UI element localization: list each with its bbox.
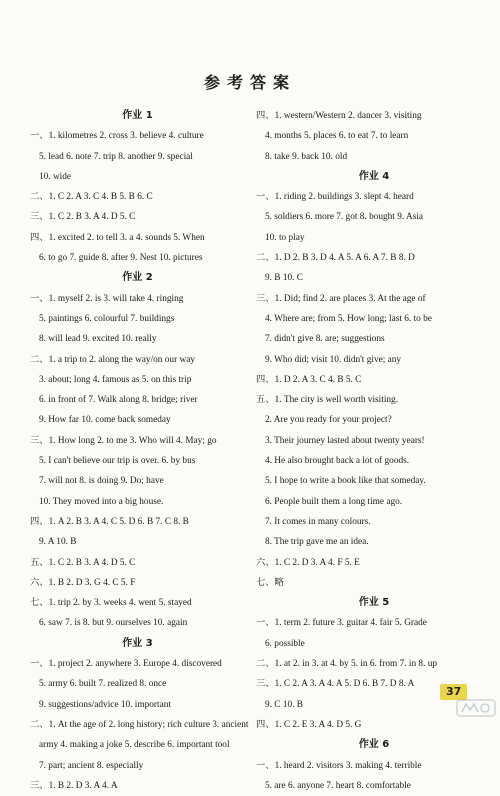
answer-line: 9. Who did; visit 10. didn't give; any — [265, 354, 402, 365]
answer-line: 6. in front of 7. Walk along 8. bridge; river — [39, 395, 198, 406]
answer-line: 三、1. How long 2. to me 3. Who will 4. May; go — [30, 435, 217, 446]
answer-line: 二、1. C 2. A 3. C 4. B 5. B 6. C — [30, 192, 153, 203]
answer-line: 四、1. C 2. E 3. A 4. D 5. G — [256, 719, 362, 730]
answer-line: 3. about; long 4. famous as 5. on this trip — [39, 374, 192, 385]
answer-line: 三、1. B 2. D 3. A 4. A — [30, 780, 118, 791]
answer-line: 9. B 10. C — [265, 273, 303, 284]
watermark-logo-icon — [456, 697, 496, 719]
answer-line: 4. Where are; from 5. How long; last 6. to be — [265, 313, 432, 324]
answer-line: 5. are 6. anyone 7. heart 8. comfortable — [265, 780, 411, 791]
answer-line: 一、1. term 2. future 3. guitar 4. fair 5. Grade — [256, 618, 427, 629]
answer-line: 8. will lead 9. excited 10. really — [39, 334, 157, 345]
answer-line: 2. Are you ready for your project? — [265, 415, 392, 426]
answer-line: 6. People built them a long time ago. — [265, 496, 403, 507]
answer-line: 8. take 9. back 10. old — [265, 151, 348, 162]
answer-line: 三、1. Did; find 2. are places 3. At the age of — [256, 293, 426, 304]
answer-line: 4. He also brought back a lot of goods. — [265, 456, 410, 467]
answer-line: 五、1. C 2. B 3. A 4. D 5. C — [30, 557, 136, 568]
section-heading: 作业 4 — [358, 170, 390, 182]
answer-line: 一、1. myself 2. is 3. will take 4. ringing — [30, 293, 184, 304]
answer-line: 5. army 6. built 7. realized 8. once — [39, 679, 167, 690]
section-heading: 作业 5 — [358, 597, 390, 609]
answer-line: 7. will not 8. is doing 9. Do; have — [39, 476, 164, 487]
answer-line: 6. saw 7. is 8. but 9. ourselves 10. again — [39, 618, 188, 629]
answer-line: 5. I hope to write a book like that someday. — [265, 476, 426, 487]
answer-line: 8. The trip gave me an idea. — [265, 537, 369, 548]
answer-line: 7. It comes in many colours. — [265, 516, 371, 527]
answer-line: 5. I can't believe our trip is over. 6. by bus — [39, 456, 196, 467]
answer-line: 三、1. C 2. A 3. A 4. A 5. D 6. B 7. D 8. A — [256, 679, 415, 690]
answer-line: 9. C 10. B — [265, 699, 303, 710]
page-title: 参考答案 — [203, 73, 296, 92]
answer-line: 4. months 5. places 6. to eat 7. to learn — [265, 131, 409, 142]
section-heading: 作业 2 — [122, 272, 153, 284]
answer-line: 六、1. C 2. D 3. A 4. F 5. E — [256, 557, 360, 568]
answer-line: 七、1. trip 2. by 3. weeks 4. went 5. stayed — [30, 598, 192, 609]
answer-line: 四、1. excited 2. to tell 3. a 4. sounds 5. When — [30, 232, 205, 243]
section-heading: 作业 3 — [122, 637, 153, 649]
answer-line: 5. paintings 6. colourful 7. buildings — [39, 313, 175, 324]
answer-line: 6. to go 7. guide 8. after 9. Nest 10. pictures — [39, 253, 203, 264]
answer-line: 四、1. D 2. A 3. C 4. B 5. C — [256, 374, 362, 385]
answer-line: 四、1. A 2. B 3. A 4. C 5. D 6. B 7. C 8. B — [30, 516, 189, 527]
answer-line: 10. to play — [265, 232, 305, 243]
answer-line: 二、1. at 2. in 3. at 4. by 5. in 6. from 7. in 8. up — [256, 659, 438, 670]
answer-line: 10. wide — [39, 171, 72, 182]
answer-line: army 4. making a joke 5. describe 6. important tool — [39, 740, 230, 751]
answer-line: 五、1. The city is well worth visiting. — [256, 395, 399, 406]
answer-line: 3. Their journey lasted about twenty years! — [265, 435, 425, 446]
left-column — [30, 106, 249, 796]
answer-line: 六、1. B 2. D 3. G 4. C 5. F — [30, 577, 136, 588]
answer-line: 三、1. C 2. B 3. A 4. D 5. C — [30, 212, 136, 223]
answer-line: 二、1. D 2. B 3. D 4. A 5. A 6. A 7. B 8. D — [256, 253, 415, 264]
answer-line: 一、1. project 2. anywhere 3. Europe 4. discovered — [30, 659, 222, 670]
answer-line: 7. part; ancient 8. especially — [39, 760, 144, 771]
answer-line: 10. They moved into a big house. — [39, 496, 164, 507]
answer-line: 6. possible — [265, 638, 305, 649]
answer-line: 一、1. kilometres 2. cross 3. believe 4. culture — [30, 131, 204, 142]
answer-line: 七、略 — [256, 577, 284, 588]
answer-line: 9. A 10. B — [39, 537, 77, 548]
answer-line: 二、1. a trip to 2. along the way/on our way — [30, 354, 195, 365]
answer-line: 一、1. heard 2. visitors 3. making 4. terrible — [256, 760, 422, 771]
answer-line: 9. How far 10. come back someday — [39, 415, 171, 426]
answer-line: 二、1. At the age of 2. long history; rich culture 3. ancient — [30, 719, 249, 730]
answer-line: 一、1. riding 2. buildings 3. slept 4. heard — [256, 192, 414, 203]
answer-line: 四、1. western/Western 2. dancer 3. visiting — [256, 111, 422, 121]
answer-line: 7. didn't give 8. are; suggestions — [265, 334, 385, 345]
page-number: 37 — [440, 684, 467, 700]
section-heading: 作业 6 — [358, 739, 390, 751]
answer-line: 9. suggestions/advice 10. important — [39, 699, 171, 710]
answer-line: 5. soldiers 6. more 7. got 8. bought 9. Asia — [265, 212, 424, 223]
section-heading: 作业 1 — [122, 110, 153, 121]
answer-line: 5. lead 6. note 7. trip 8. another 9. special — [39, 151, 193, 162]
